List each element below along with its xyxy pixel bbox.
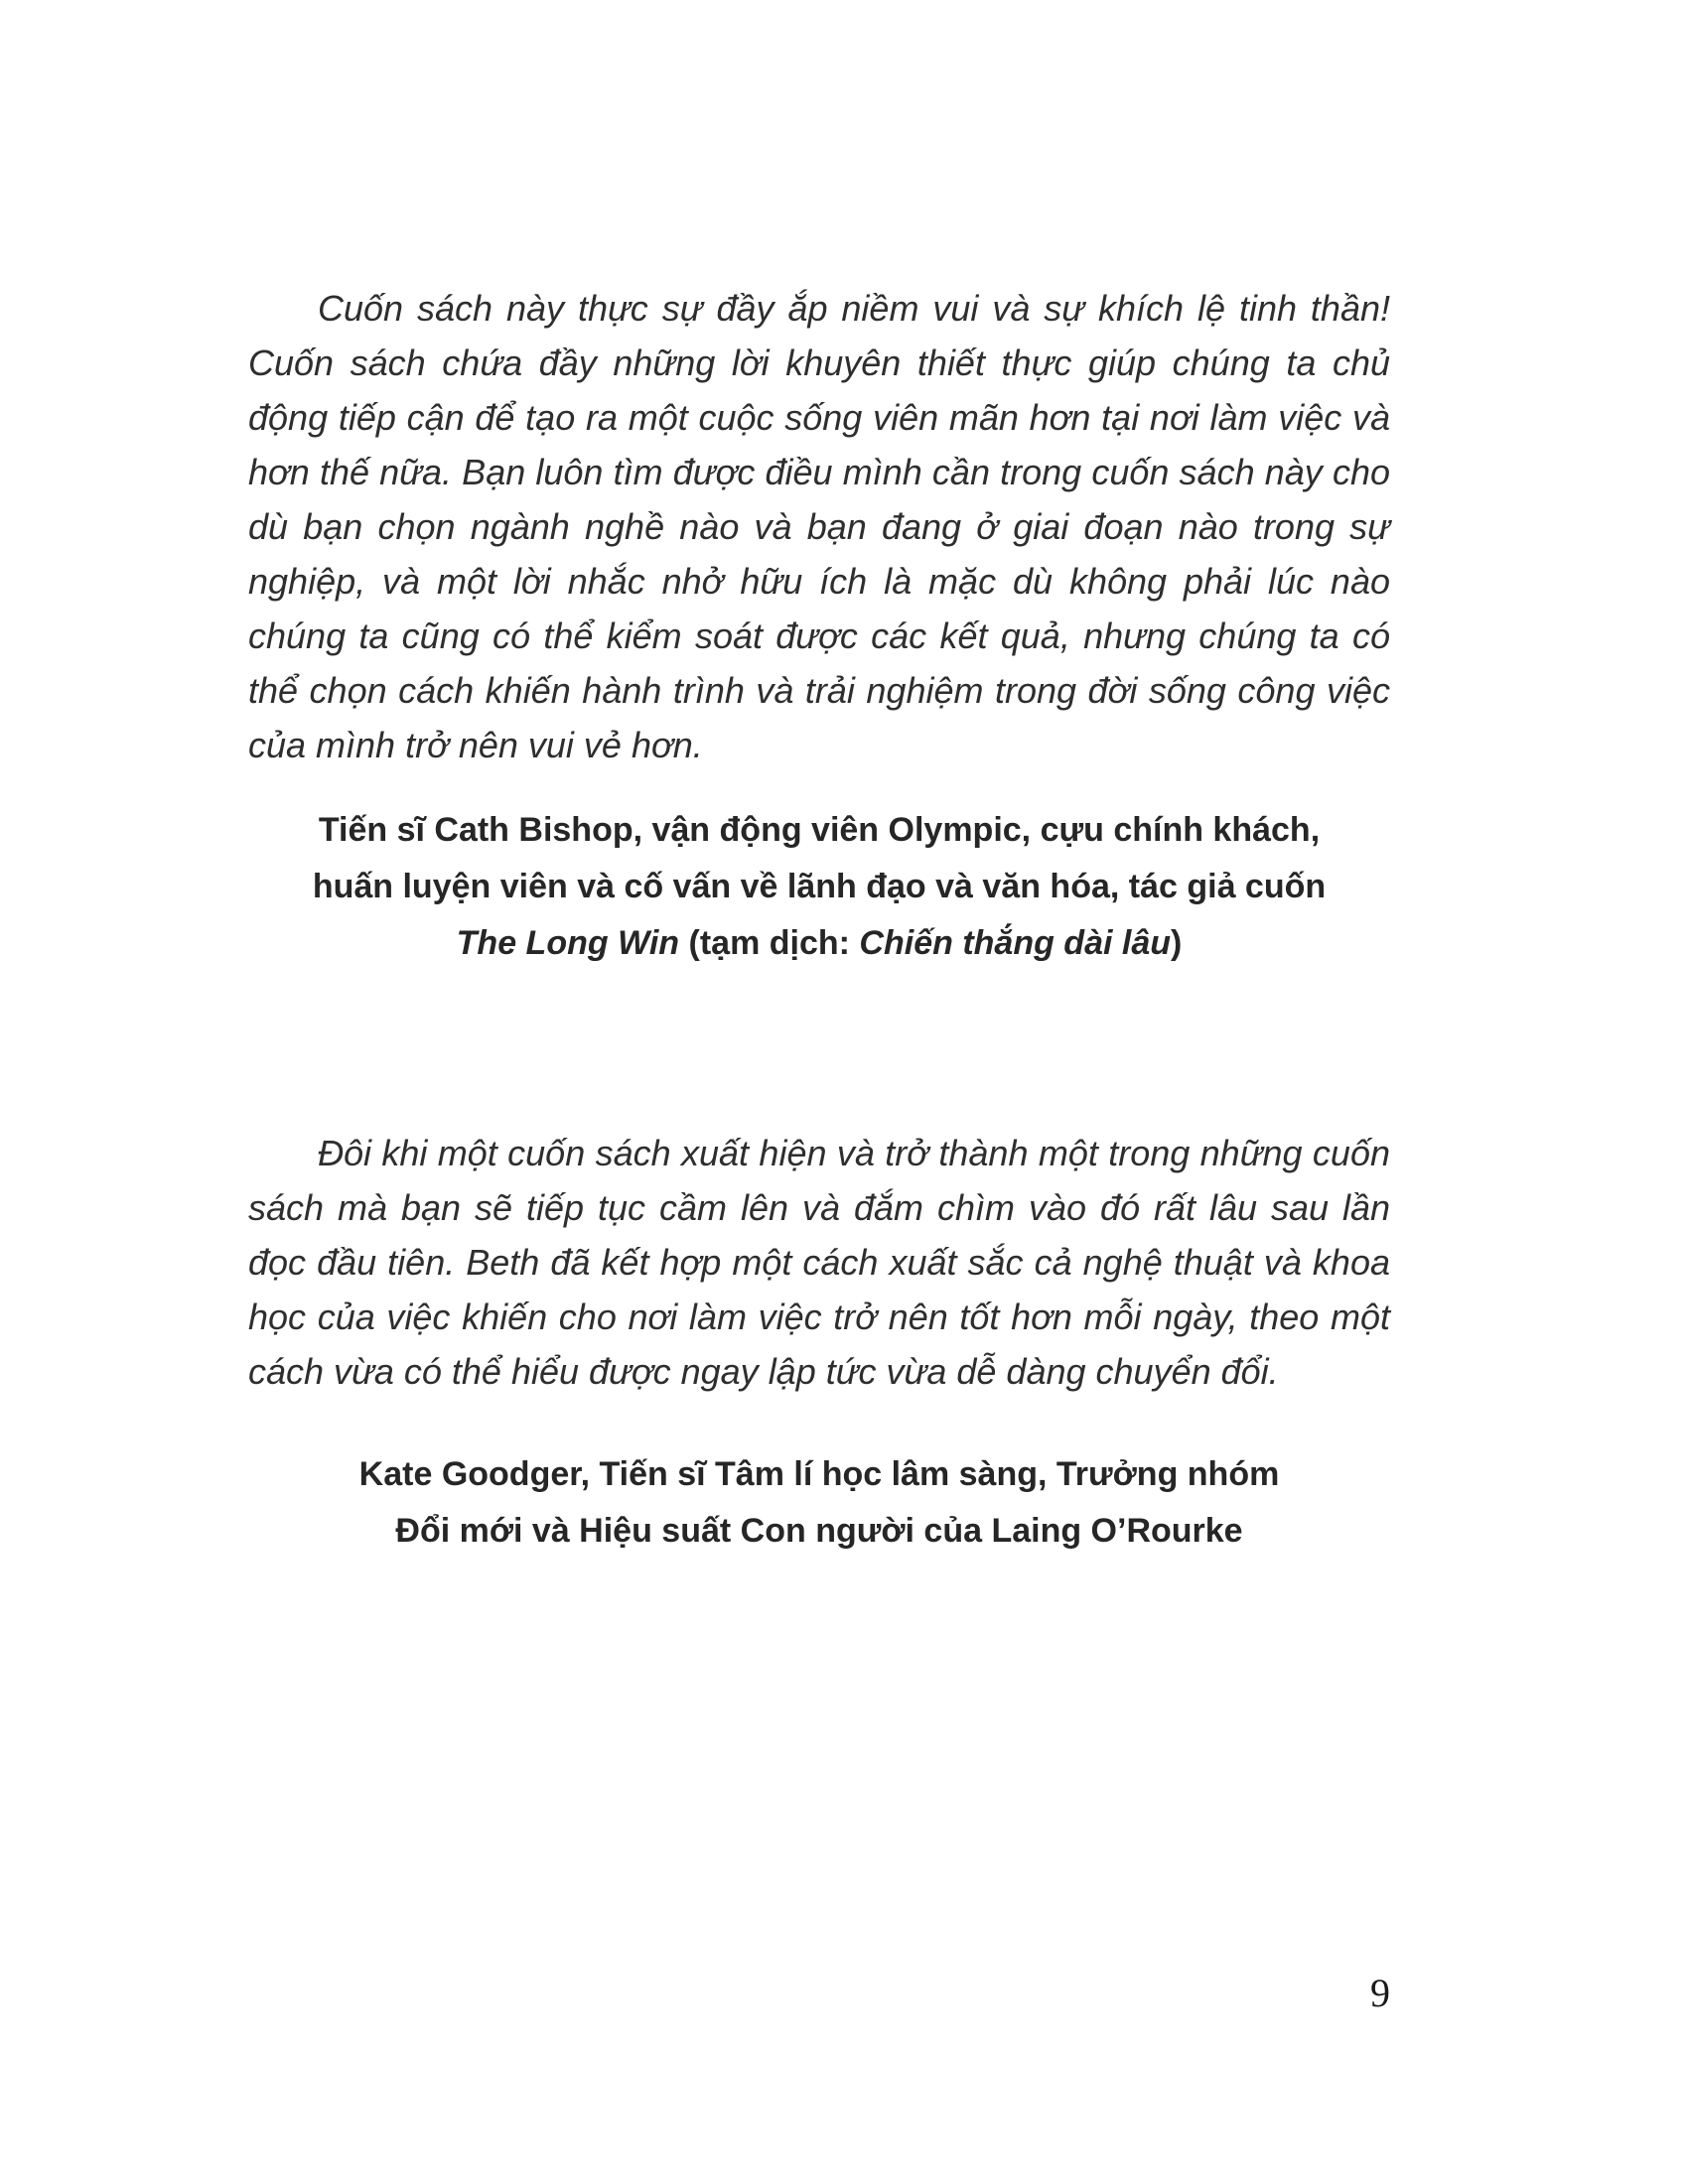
attribution-1-line-3: [248, 915, 1390, 972]
attribution-2-line-2: Đổi mới và Hiệu suất Con người của Laing O’Rourke: [395, 1512, 1243, 1550]
book-title-original: The Long Win: [456, 924, 680, 962]
attribution-1-line-1: Tiến sĩ Cath Bishop, vận động viên Olympic, cựu chính khách,: [318, 811, 1321, 849]
attribution-2-line-1: Kate Goodger, Tiến sĩ Tâm lí học lâm sàng, Trưởng nhóm: [358, 1455, 1280, 1493]
page-content: [248, 281, 1390, 1560]
attribution-1: [248, 802, 1390, 972]
book-title-translated: Chiến thắng dài lâu: [859, 924, 1171, 962]
attribution-1-line-2: huấn luyện viên và cố vấn về lãnh đạo và văn hóa, tác giả cuốn: [312, 868, 1327, 905]
attribution-1-line-3-mid: (tạm dịch:: [679, 924, 860, 962]
attribution-1-line-3-close: ): [1171, 924, 1183, 962]
attribution-2: [248, 1446, 1390, 1560]
testimonial-quote-1: Cuốn sách này thực sự đầy ắp niềm vui và sự khích lệ tinh thần! Cuốn sách chứa đầy những lời khuyên thiết thực giúp chúng ta chủ động tiếp cận để tạo ra một cuộc sống viên mãn hơn tại nơi làm việc và hơn thế nữa. Bạn luôn tìm được điều mình cần trong cuốn sách này cho dù bạn chọn ngành nghề nào và bạn đang ở giai đoạn nào trong sự nghiệp, và một lời nhắc nhở hữu ích là mặc dù không phải lúc nào chúng ta cũng có thể kiểm soát được các kết quả, nhưng chúng ta có thể chọn cách khiến hành trình và trải nghiệm trong đời sống công việc của mình trở nên vui vẻ hơn.: [248, 288, 1390, 765]
page-number: 9: [1370, 1971, 1390, 2015]
testimonial-quote-2: Đôi khi một cuốn sách xuất hiện và trở thành một trong những cuốn sách mà bạn sẽ tiếp tục cầm lên và đắm chìm vào đó rất lâu sau lần đọc đầu tiên. Beth đã kết hợp một cách xuất sắc cả nghệ thuật và khoa học của việc khiến cho nơi làm việc trở nên tốt hơn mỗi ngày, theo một cách vừa có thể hiểu được ngay lập tức vừa dễ dàng chuyển đổi.: [248, 1133, 1390, 1392]
